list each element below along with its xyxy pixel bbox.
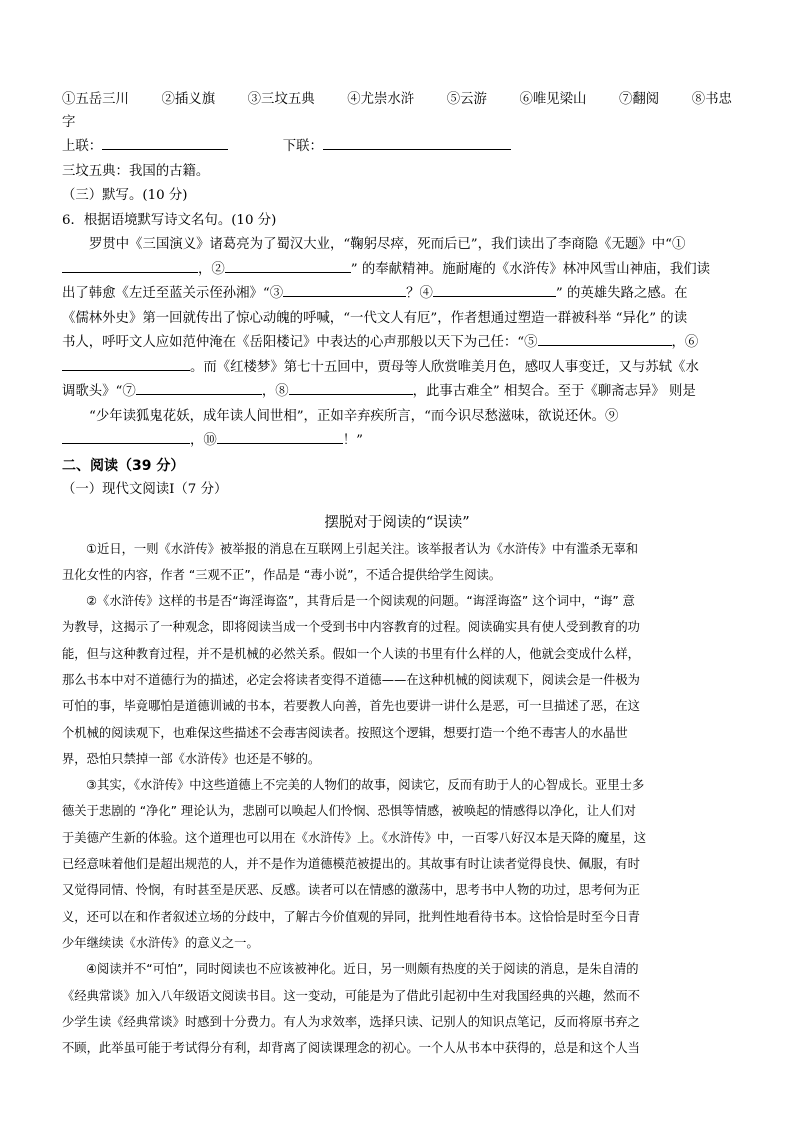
section-heading: （三）默写。(10 分) <box>62 188 188 203</box>
q6-text: 出了韩愈《左迁至蓝关示侄孙湘》“③ <box>62 286 284 301</box>
subsection-heading: （一）现代文阅读Ⅰ（7 分） <box>62 482 228 497</box>
option-wrap: 字 <box>62 114 76 130</box>
answer-blank-7[interactable] <box>136 380 262 395</box>
option: ③三坟五典 <box>247 92 315 107</box>
option: ⑧书忠 <box>691 92 732 107</box>
q6-line: 《儒林外史》第一回就传出了惊心动魄的呼喊，“一代文人有厄”，作者想通过塑造一群被科举 “异化” 的读 <box>62 310 688 326</box>
exam-page <box>62 88 732 1061</box>
q6-line <box>62 380 732 405</box>
note: 三坟五典：我国的古籍。 <box>62 163 210 179</box>
option: ⑥唯见梁山 <box>519 92 587 107</box>
q6-line <box>62 429 732 454</box>
article-line: 义，还可以在和作者叙述立场的分歧中，了解古今价值观的异同，批判性地看待书本。这恰恰是时至今日青 <box>62 909 640 924</box>
article-line: 不顾，此举虽可能于考试得分有利，却背离了阅读课理念的初心。一个人从书本中获得的，总是和这个人当 <box>62 1041 640 1056</box>
q6-text: ，⑧ <box>261 384 289 399</box>
q6-line <box>62 356 732 381</box>
question-prompt: 6．根据语境默写诗文名句。(10 分) <box>62 212 277 228</box>
q6-text: 。而《红楼梦》第七十五回中，贾母等人欣赏唯美月色，感叹人事变迁，又与苏轼《水 <box>190 359 699 375</box>
article-line: 丑化女性的内容，作者 “三观不正”，作品是 “毒小说”，不适合提供给学生阅读。 <box>62 567 502 582</box>
q6-text: ” 的奉献精神。施耐庵的《水浒传》林冲风雪山神庙，我们读 <box>350 261 711 277</box>
part-heading: 二、阅读（39 分） <box>62 457 185 474</box>
article-title: 摆脱对于阅读的“误读” <box>324 514 470 531</box>
q6-line <box>62 258 732 283</box>
option: ④尤崇水浒 <box>347 92 415 107</box>
q6-text: ？④ <box>406 286 433 301</box>
q6-text: ，② <box>198 261 225 277</box>
article-line: ③其实，《水浒传》中这些道德上不完美的人物们的故事，阅读它，反而有助于人的心智成长。亚里士多 <box>86 778 645 793</box>
article-line: ②《水浒传》这样的书是否“诲淫诲盗”，其背后是一个阅读观的问题。“诲淫诲盗” 这个词中，“诲” 意 <box>86 594 635 609</box>
answer-blank-6[interactable] <box>62 356 190 371</box>
option: ⑤云游 <box>446 92 487 107</box>
lower-couplet-label: 下联： <box>282 139 323 154</box>
article-line: ①近日，一则《水浒传》被举报的消息在互联网上引起关注。该举报者认为《水浒传》中有滥杀无辜和 <box>86 541 639 556</box>
answer-blank-5[interactable] <box>538 331 672 346</box>
lower-couplet-blank[interactable] <box>323 135 511 150</box>
answer-blank-1[interactable] <box>62 258 198 273</box>
q6-line <box>62 331 732 356</box>
q6-text: 书人，呼吁文人应如范仲淹在《岳阳楼记》中表达的心声那般以天下为己任：“⑤ <box>62 335 538 350</box>
q6-text: ！” <box>342 433 364 448</box>
article-line: 界，恐怕只禁掉一部《水浒传》也还是不够的。 <box>62 751 321 766</box>
q6-text: ，⑩ <box>190 433 217 448</box>
couplet-answer-line <box>62 135 732 160</box>
upper-couplet-blank[interactable] <box>102 135 228 150</box>
article-line: 那么书本中对不道德行为的描述，必定会将读者变得不道德——在这种机械的阅读观下，阅读会是一件极为 <box>62 672 640 687</box>
article-line: ④阅读并不“可怕”，同时阅读也不应该被神化。近日，另一则颇有热度的关于阅读的消息，是朱自清的 <box>86 962 639 977</box>
article-line: 又觉得同情、怜悯，有时甚至是厌恶、反感。读者可以在情感的激荡中，思考书中人物的功过，思考何为正 <box>62 883 640 898</box>
q6-text: ，此事古难全” 相契合。至于《聊斋志异》 则是 <box>412 384 696 399</box>
q6-text: 调歌头》“⑦ <box>62 384 136 399</box>
answer-blank-9[interactable] <box>62 429 190 444</box>
article-line: 少学生读《经典常谈》时感到十分费力。有人为求效率，选择只读、记别人的知识点笔记，反而将原书弃之 <box>62 1014 640 1029</box>
answer-blank-4[interactable] <box>433 282 556 297</box>
article-line: 为教导，这揭示了一种观念，即将阅读当成一个受到书中内容教育的过程。阅读确实具有使人受到教育的功 <box>62 620 640 635</box>
upper-couplet-label: 上联： <box>62 139 103 154</box>
article-line: 个机械的阅读观下，也难保这些描述不会毒害阅读者。按照这个逻辑，想要打造一个绝不毒害人的水晶世 <box>62 725 628 740</box>
option: ⑦翻阅 <box>619 92 660 107</box>
article-line: 德关于悲剧的 “净化” 理论认为，悲剧可以唤起人们怜悯、恐惧等情感，被唤起的情感得以净化，让人们对 <box>62 804 636 819</box>
article-line: 少年继续读《水浒传》的意义之一。 <box>62 935 259 950</box>
article-line: 于美德产生新的体验。这个道理也可以用在《水浒传》上。《水浒传》中，一百零八好汉本是天降的魔星，这 <box>62 830 647 845</box>
answer-blank-8[interactable] <box>289 380 413 395</box>
answer-blank-10[interactable] <box>217 429 343 444</box>
answer-blank-3[interactable] <box>283 282 406 297</box>
article-line: 已经意味着他们是超出规范的人，并不是作为道德模范被提出的。其故事有时让读者觉得良快、佩服，有时 <box>62 857 640 872</box>
article-line: 可怕的事，毕竟哪怕是道德训诫的书本，若要教人向善，首先也要讲一讲什么是恶，可一旦描述了恶，在这 <box>62 699 640 714</box>
q6-line <box>62 282 732 307</box>
option: ②插义旗 <box>161 92 216 107</box>
word-options <box>62 88 732 113</box>
article-line: 能，但与这种教育过程，并不是机械的必然关系。假如一个人读的书里有什么样的人，他就会变成什么样， <box>62 646 640 661</box>
option: ①五岳三川 <box>62 92 129 107</box>
article-line: 《经典常谈》加入八年级语文阅读书目。这一变动，可能是为了借此引起初中生对我国经典的兴趣，然而不 <box>62 988 640 1003</box>
answer-blank-2[interactable] <box>225 258 351 273</box>
article-body <box>62 536 732 1062</box>
q6-line: “少年读狐鬼花妖，成年读人间世相”，正如辛弃疾所言，“而今识尽愁滋味，欲说还休。⑨ <box>89 408 619 424</box>
q6-text: ” 的英雄失路之感。在 <box>555 286 688 301</box>
q6-text: ，⑥ <box>671 335 699 350</box>
q6-line: 罗贯中《三国演义》诸葛亮为了蜀汉大业，“鞠躬尽瘁，死而后已”，我们读出了李商隐《无题》中“① <box>89 237 686 252</box>
